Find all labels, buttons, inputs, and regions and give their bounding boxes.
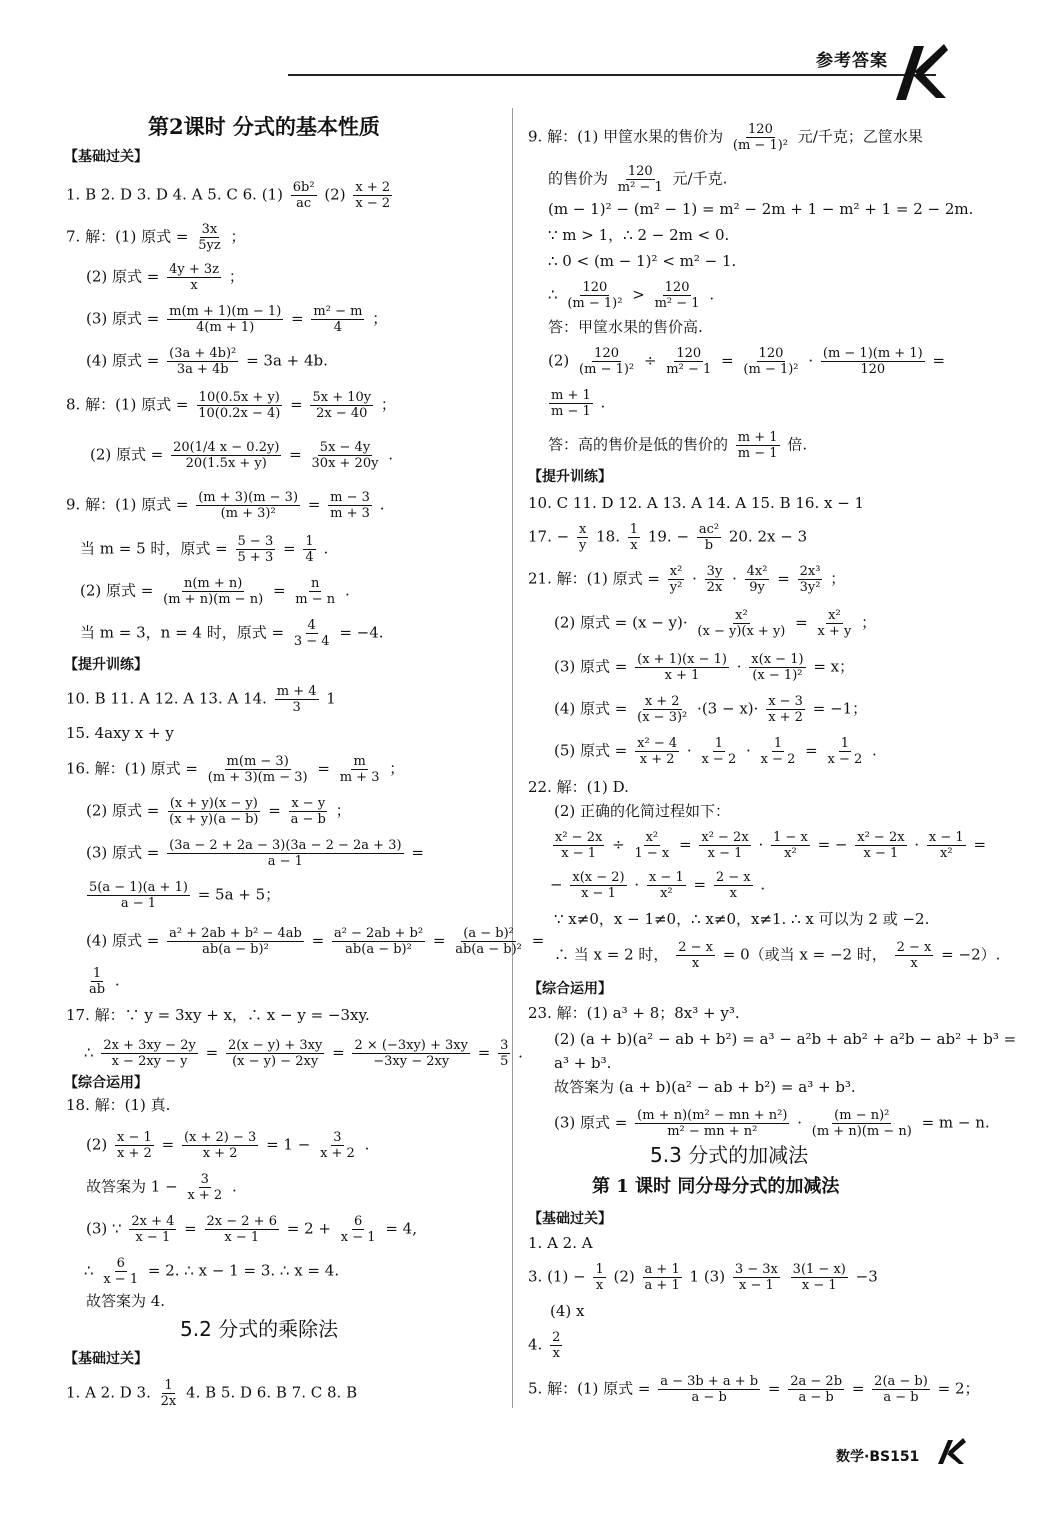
r-answer-line-17: 17. − $\frac{x}{y}$ 18. $\frac{1}{x}$ 19. − $\frac{\text{ac²}}{b}$ 20. 2x − 3 <box>528 522 808 553</box>
section-basic-2: 【基础过关】 <box>64 1351 148 1367</box>
r-q22-5: ∵ x≠0，x − 1≠0，∴ x≠0，x≠1. ∴ x 可以为 2 或 −2. <box>554 910 930 928</box>
r-answer-line-3: 3. (1) − $\frac{1}{x}$ (2) $\frac{a + 1}{a + 1}$ 1 (3) $\frac{3 - 3x}{x - 1}$ $\frac{3(1 - x)}{x - 1}$ −3 <box>528 1262 878 1293</box>
answer-line-10: 10. B 11. A 12. A 13. A 14. $\frac{m + 4}{3}$ 1 <box>66 684 336 715</box>
r-answer-line-10: 10. C 11. D 12. A 13. A 14. A 15. B 16. x − 1 <box>528 494 865 512</box>
q16-4b: $\frac{1}{ab}$ . <box>89 966 120 997</box>
r-answer-line-3-4: (4) x <box>550 1302 585 1320</box>
section-title-5-3: 5.3 分式的加减法 <box>650 1143 809 1167</box>
q9-2b: 当 m = 3，n = 4 时，原式 = $\frac{4}{3 - 4}$ = −4. <box>80 618 384 649</box>
r-q22-1: 22. 解：(1) D. <box>528 778 629 796</box>
r-q9a: 9. 解：(1) 甲筐水果的售价为 $\frac{120}{\text{(m − 1)²}}$ 元/千克；乙筐水果 <box>528 122 923 153</box>
q9-1b: 当 m = 5 时，原式 = $\frac{5 - 3}{5 + 3}$ = $\frac{1}{4}$ . <box>80 534 329 565</box>
lesson-title: 第2课时 分式的基本性质 <box>148 114 380 139</box>
brand-logo-icon <box>892 40 948 102</box>
q17b: ∴ $\frac{2x + 3xy - 2y}{x - 2xy - y}$ = $\frac{2(x - y) + 3xy}{(x - y) - 2xy}$ = $\frac{2 \times (-3xy) + 3xy}{-3xy - 2xy}$ = $\frac{3}{5}$ . <box>84 1038 523 1069</box>
r-q21-1: 21. 解：(1) 原式 = $\frac{\text{x²}}{\text{y²}}$ · $\frac{3y}{2x}$ · $\frac{\text{4x²}}{9y}$ = $\frac{\text{2x³}}{\text{3y²}}$ ； <box>528 564 846 595</box>
q18-2: (2) $\frac{x - 1}{x + 2}$ = $\frac{(x + 2) - 3}{x + 2}$ = 1 − $\frac{3}{x + 2}$ . <box>86 1130 370 1161</box>
r-answer-line-1: 1. A 2. A <box>528 1234 593 1252</box>
r-q21-2: (2) 原式 = (x − y)· $\frac{\text{x²}}{(x - y)(x + y)}$ = $\frac{\text{x²}}{x + y}$ ； <box>554 608 877 639</box>
footer-label: 数学·BS151 <box>836 1449 920 1465</box>
q7-3: (3) 原式 = $\frac{m(m + 1)(m - 1)}{4(m + 1)}$ = $\frac{\text{m² − m}}{4}$ ； <box>86 304 388 335</box>
r-section-comp: 【综合运用】 <box>528 981 612 997</box>
answer-line-52: 1. A 2. D 3. $\frac{1}{2x}$ 4. B 5. D 6. B 7. C 8. B <box>66 1378 358 1409</box>
r-q23-1: 23. 解：(1) a³ + 8；8x³ + y³. <box>528 1004 740 1022</box>
q18-3c: 故答案为 4. <box>86 1292 166 1310</box>
q16-2: (2) 原式 = $\frac{(x + y)(x - y)}{(x + y)(a - b)}$ = $\frac{x - y}{a - b}$ ； <box>86 796 351 827</box>
q16-4: (4) 原式 = $\frac{\text{a² + 2ab + b² − 4ab}}{\text{ab(a − b)²}}$ = $\frac{\text{a² − 2ab + b²}}{\text{ab(a − b)²}}$ = $\frac{\text{(a − b)²}}{\text{ab(a − b)²}}$ = <box>86 926 545 957</box>
q18-2b: 故答案为 1 − $\frac{3}{x + 2}$ . <box>86 1172 237 1203</box>
r-section-up: 【提升训练】 <box>528 469 612 485</box>
r-q5: 5. 解：(1) 原式 = $\frac{a - 3b + a + b}{a - b}$ = $\frac{2a - 2b}{a - b}$ = $\frac{2(a - b)}{a - b}$ = 2； <box>528 1374 980 1405</box>
q7-1: 7. 解：(1) 原式 = $\frac{3x}{5yz}$ ； <box>66 222 246 253</box>
answer-line-15: 15. 4axy x + y <box>66 724 174 742</box>
lesson-title-5-3: 第 1 课时 同分母分式的加减法 <box>592 1176 840 1197</box>
r-q9f: ∴ $\frac{120}{\text{(m − 1)²}}$ > $\frac{120}{\text{m² − 1}}$ . <box>548 280 715 311</box>
r-q9e: ∴ 0 < (m − 1)² < m² − 1. <box>548 252 737 270</box>
q16-3: (3) 原式 = $\frac{(3a - 2 + 2a - 3)(3a - 2 - 2a + 3)}{a - 1}$ = <box>86 838 424 869</box>
r-q21-5: (5) 原式 = $\frac{\text{x² − 4}}{x + 2}$ · $\frac{1}{x - 2}$ · $\frac{1}{x - 2}$ = $\frac{1}{x - 2}$ . <box>554 736 877 767</box>
r-q22-4: − $\frac{x(x - 2)}{x - 1}$ · $\frac{x - 1}{\text{x²}}$ = $\frac{2 - x}{x}$ . <box>550 870 766 901</box>
header-label: 参考答案 <box>816 51 888 71</box>
section-comp: 【综合运用】 <box>64 1075 148 1091</box>
r-q22-3: $\frac{\text{x² − 2x}}{x - 1}$ ÷ $\frac{\text{x²}}{1 - x}$ = $\frac{\text{x² − 2x}}{x - 1}$ · $\frac{1 - x}{\text{x²}}$ = − $\frac{\text{x² − 2x}}{x - 1}$ · $\frac{x - 1}{\text{x²}}$ = <box>555 830 987 861</box>
q18-3b: ∴ $\frac{6}{x - 1}$ = 2. ∴ x − 1 = 3. ∴ x = 4. <box>84 1256 340 1287</box>
section-basic: 【基础过关】 <box>64 149 148 165</box>
r-answer-line-4: 4. $\frac{2}{x}$ <box>528 1330 561 1361</box>
r-q9j: 答：高的售价是低的售价的 $\frac{m + 1}{m - 1}$ 倍. <box>548 430 808 461</box>
r-q9h: (2) $\frac{120}{\text{(m − 1)²}}$ ÷ $\frac{120}{\text{m² − 1}}$ = $\frac{120}{\text{(m − 1)²}}$ · $\frac{(m - 1)(m + 1)}{120}$ = <box>548 346 946 377</box>
footer-logo-icon <box>936 1436 966 1466</box>
header-rule <box>288 74 936 76</box>
r-q23-5: (3) 原式 = $\frac{\text{(m + n)(m² − mn + n²)}}{\text{m² − mn + n²}}$ · $\frac{\text{(m − n)²}}{(m + n)(m - n)}$ = m − n. <box>554 1108 990 1139</box>
r-q9b: 的售价为 $\frac{120}{\text{m² − 1}}$ 元/千克. <box>548 164 728 195</box>
r-q23-4: 故答案为 (a + b)(a² − ab + b²) = a³ + b³. <box>554 1078 856 1096</box>
q8-2: (2) 原式 = $\frac{20(1/4 x - 0.2y)}{20(1.5x + y)}$ = $\frac{5x - 4y}{30x + 20y}$ . <box>90 440 394 471</box>
q18-3: (3) ∵ $\frac{2x + 4}{x - 1}$ = $\frac{2x - 2 + 6}{x - 1}$ = 2 + $\frac{6}{x - 1}$ = 4, <box>86 1214 417 1245</box>
r-q21-3: (3) 原式 = $\frac{(x + 1)(x - 1)}{x + 1}$ · $\frac{x(x - 1)}{\text{(x − 1)²}}$ = x； <box>554 652 855 683</box>
q17: 17. 解：∵ y = 3xy + x，∴ x − y = −3xy. <box>66 1006 370 1024</box>
r-q9d: ∵ m > 1，∴ 2 − 2m < 0. <box>548 226 730 244</box>
r-q23-3: a³ + b³. <box>554 1054 612 1072</box>
q16-1: 16. 解：(1) 原式 = $\frac{m(m - 3)}{(m + 3)(m - 3)}$ = $\frac{m}{m + 3}$ ； <box>66 754 405 785</box>
r-q9c: (m − 1)² − (m² − 1) = m² − 2m + 1 − m² + 1 = 2 − 2m. <box>548 200 974 218</box>
q7-4: (4) 原式 = $\frac{\text{(3a + 4b)²}}{3a + 4b}$ = 3a + 4b. <box>86 346 328 377</box>
q8-1: 8. 解：(1) 原式 = $\frac{10(0.5x + y)}{10(0.2x - 4)}$ = $\frac{5x + 10y}{2x - 40}$ ； <box>66 390 396 421</box>
q18-1: 18. 解：(1) 真. <box>66 1096 171 1114</box>
r-q22-6: ∴ 当 x = 2 时， $\frac{2 - x}{x}$ = 0（或当 x = −2 时， $\frac{2 - x}{x}$ = −2）. <box>554 940 1001 971</box>
q16-3b: $\frac{5(a - 1)(a + 1)}{a - 1}$ = 5a + 5； <box>89 880 281 911</box>
q9-1: 9. 解：(1) 原式 = $\frac{(m + 3)(m - 3)}{\text{(m + 3)²}}$ = $\frac{m - 3}{m + 3}$ . <box>66 490 385 521</box>
q7-2: (2) 原式 = $\frac{4y + 3z}{x}$ ； <box>86 262 244 293</box>
r-q9i: $\frac{m + 1}{m - 1}$ . <box>551 388 606 419</box>
r-q23-2: (2) (a + b)(a² − ab + b²) = a³ − a²b + ab² + a²b − ab² + b³ = <box>554 1030 1017 1048</box>
section-title-5-2: 5.2 分式的乘除法 <box>180 1317 339 1341</box>
q9-2: (2) 原式 = $\frac{n(m + n)}{(m + n)(m - n)}$ = $\frac{n}{m - n}$ . <box>80 576 350 607</box>
answer-line-1: 1. B 2. D 3. D 4. A 5. C 6. (1) $\frac{\text{6b²}}{ac}$ (2) $\frac{x + 2}{x - 2}$ <box>66 180 391 211</box>
r-q9g: 答：甲筐水果的售价高. <box>548 318 703 336</box>
r-section-basic: 【基础过关】 <box>528 1211 612 1227</box>
section-up: 【提升训练】 <box>64 657 148 673</box>
r-q21-4: (4) 原式 = $\frac{x + 2}{\text{(x − 3)²}}$ ·(3 − x)· $\frac{x - 3}{x + 2}$ = −1； <box>554 694 868 725</box>
column-divider <box>512 108 513 1408</box>
r-q22-2: (2) 正确的化简过程如下： <box>554 802 731 820</box>
